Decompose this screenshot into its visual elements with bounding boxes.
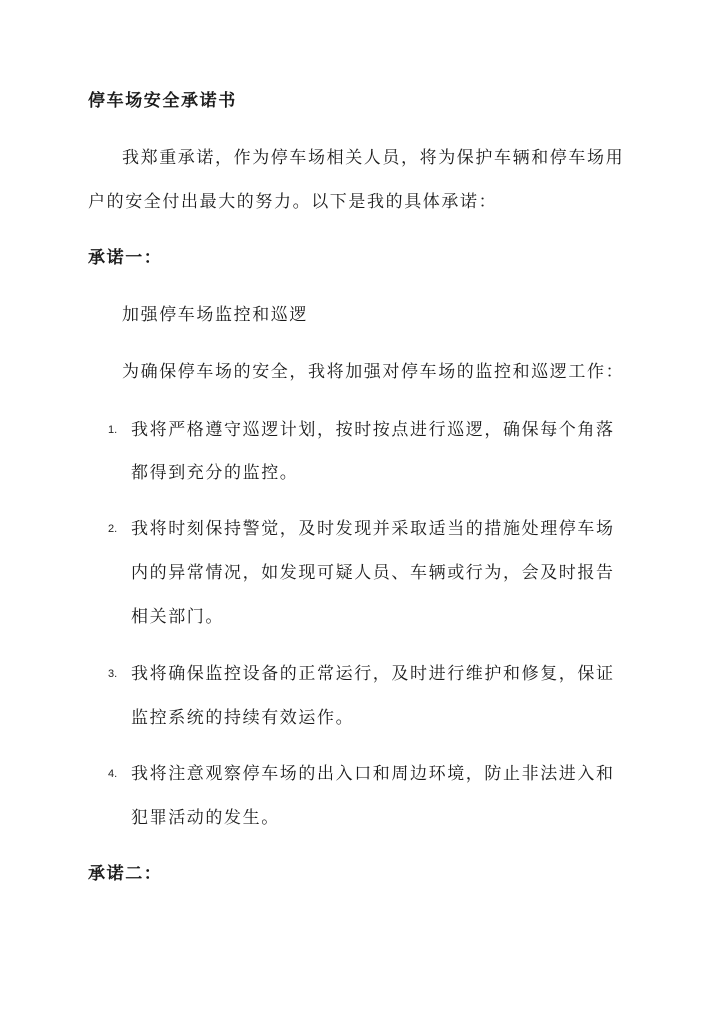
section-2-heading: 承诺二： — [88, 864, 163, 884]
list-item-4-line-1: 我将注意观察停车场的出入口和周边环境，防止非法进入和 — [131, 764, 615, 784]
list-item-marker: 1. — [108, 424, 118, 436]
section-1-subtitle: 加强停车场监控和巡逻 — [122, 305, 308, 325]
list-item-3-line-1: 我将确保监控设备的正常运行，及时进行维护和修复，保证 — [131, 664, 615, 684]
section-1-lead: 为确保停车场的安全，我将加强对停车场的监控和巡逻工作： — [122, 362, 625, 382]
list-item-2-line-1: 我将时刻保持警觉，及时发现并采取适当的措施处理停车场 — [131, 519, 615, 539]
document-title: 停车场安全承诺书 — [88, 91, 237, 111]
list-item-marker: 3. — [108, 668, 118, 680]
list-item-2-line-2: 内的异常情况，如发现可疑人员、车辆或行为，会及时报告 — [131, 563, 615, 583]
list-item-3-line-2: 监控系统的持续有效运作。 — [131, 708, 355, 728]
list-item-marker: 4. — [108, 768, 118, 780]
list-item-1-line-2: 都得到充分的监控。 — [131, 463, 299, 483]
list-item-4-line-2: 犯罪活动的发生。 — [131, 808, 280, 828]
intro-paragraph-line-1: 我郑重承诺，作为停车场相关人员，将为保护车辆和停车场用 — [122, 148, 625, 168]
intro-paragraph-line-2: 户的安全付出最大的努力。以下是我的具体承诺： — [88, 192, 498, 212]
list-item-2-line-3: 相关部门。 — [131, 607, 224, 627]
list-item-marker: 2. — [108, 523, 118, 535]
section-1-heading: 承诺一： — [88, 248, 163, 268]
list-item-1-line-1: 我将严格遵守巡逻计划，按时按点进行巡逻，确保每个角落 — [131, 420, 615, 440]
